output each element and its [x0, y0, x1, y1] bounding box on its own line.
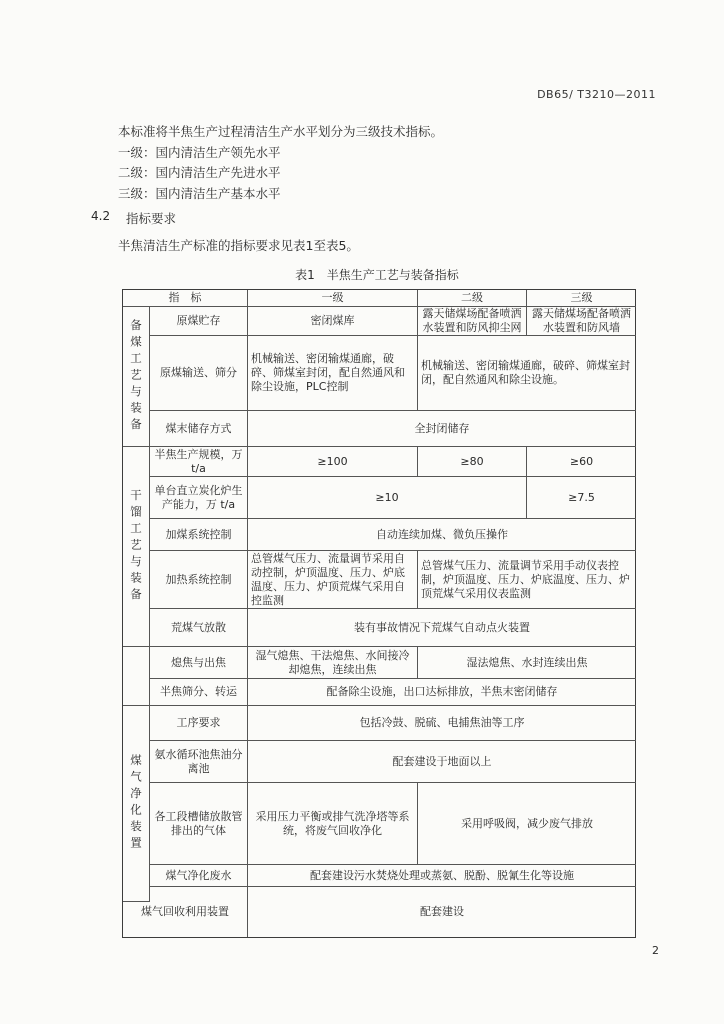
cell-r1-l1: 密闭煤库 — [248, 307, 418, 336]
cell-r7-l1: 总管煤气压力、流量调节采用自动控制，炉顶温度、压力、炉底温度、压力、炉顶荒煤气采用自控监测 — [248, 551, 418, 609]
cell-r3-all: 全封闭储存 — [248, 411, 636, 447]
group-carbonization: 干馏工艺与装备 — [123, 447, 150, 647]
row-tank-vent: 各工段槽储放散管排出的气体 — [150, 783, 248, 865]
cell-r13-l1: 采用压力平衡或排气洗净塔等系统，将废气回收净化 — [248, 783, 418, 865]
cell-r6-all: 自动连续加煤、微负压操作 — [248, 519, 636, 551]
row-production-scale: 半焦生产规模，万 t/a — [150, 447, 248, 477]
indicator-table — [122, 289, 636, 938]
row-coal-fines-storage: 煤末储存方式 — [150, 411, 248, 447]
section-title: 指标要求 — [126, 211, 177, 226]
section-number: 4.2 — [91, 209, 111, 223]
row-ammonia-pool: 氨水循环池焦油分离池 — [150, 741, 248, 783]
row-process-req: 工序要求 — [150, 706, 248, 741]
cell-r4-l3: ≥60 — [527, 447, 636, 477]
row-coal-feed-control: 加煤系统控制 — [150, 519, 248, 551]
cell-r10-all: 配备除尘设施，出口达标排放，半焦末密闭储存 — [248, 679, 636, 706]
intro-paragraph: 本标准将半焦生产过程清洁生产水平划分为三级技术指标。 — [118, 124, 444, 139]
row-coal-transport: 原煤输送、筛分 — [150, 336, 248, 411]
row-raw-coal-storage: 原煤贮存 — [150, 307, 248, 336]
row-wastewater: 煤气净化废水 — [150, 865, 248, 887]
level-three-text: 三级：国内清洁生产基本水平 — [118, 186, 281, 201]
level-one-text: 一级：国内清洁生产领先水平 — [118, 145, 281, 160]
cell-r12-all: 配套建设于地面以上 — [248, 741, 636, 783]
cell-r14-all: 配套建设污水焚烧处理或蒸氨、脱酚、脱氰生化等设施 — [248, 865, 636, 887]
cell-r5-l12: ≥10 — [248, 477, 527, 519]
row-gas-recovery: 煤气回收利用装置 — [123, 887, 248, 937]
cell-r9-l23: 湿法熄焦、水封连续出焦 — [418, 647, 636, 679]
cell-r1-l2: 露天储煤场配备喷洒水装置和防风抑尘网 — [418, 307, 527, 336]
row-furnace-capacity: 单台直立炭化炉生产能力，万 t/a — [150, 477, 248, 519]
cell-r2-l1: 机械输送、密闭输煤通廊，破碎、筛煤室封闭，配自然通风和除尘设施，PLC控制 — [248, 336, 418, 411]
group-quench-blank — [123, 647, 150, 706]
cell-r9-l1: 湿气熄焦、干法熄焦、水间接冷却熄焦，连续出焦 — [248, 647, 418, 679]
cell-r8-all: 装有事故情况下荒煤气自动点火装置 — [248, 609, 636, 647]
cell-r7-l23: 总管煤气压力、流量调节采用手动仪表控制，炉顶温度、压力、炉底温度、压力、炉顶荒煤气采用仪表监测 — [418, 551, 636, 609]
cell-r13-l23: 采用呼吸阀，减少废气排放 — [418, 783, 636, 865]
cell-r11-all: 包括冷鼓、脱硫、电捕焦油等工序 — [248, 706, 636, 741]
group-coal-prep: 备煤工艺与装备 — [123, 307, 150, 447]
cell-r4-l2: ≥80 — [418, 447, 527, 477]
cell-r1-l3: 露天储煤场配备喷洒水装置和防风墙 — [527, 307, 636, 336]
row-heating-control: 加热系统控制 — [150, 551, 248, 609]
section-text: 半焦清洁生产标准的指标要求见表1至表5。 — [118, 238, 359, 253]
level-two-text: 二级：国内清洁生产先进水平 — [118, 165, 281, 180]
cell-r5-l3: ≥7.5 — [527, 477, 636, 519]
row-gas-release: 荒煤气放散 — [150, 609, 248, 647]
header-level2: 二级 — [418, 290, 527, 307]
table-caption: 表1 半焦生产工艺与装备指标 — [295, 268, 459, 282]
row-screening: 半焦筛分、转运 — [150, 679, 248, 706]
cell-r2-l23: 机械输送、密闭输煤通廊，破碎、筛煤室封闭，配自然通风和除尘设施。 — [418, 336, 636, 411]
header-level3: 三级 — [527, 290, 636, 307]
cell-r4-l1: ≥100 — [248, 447, 418, 477]
standard-code: DB65/ T3210—2011 — [537, 88, 656, 101]
page-number: 2 — [652, 944, 659, 957]
header-indicator: 指 标 — [123, 290, 248, 307]
row-quench: 熄焦与出焦 — [150, 647, 248, 679]
cell-r15-all: 配套建设 — [420, 905, 464, 918]
header-level1: 一级 — [248, 290, 418, 307]
group-gas-purification: 煤气净化装置 — [123, 706, 150, 902]
